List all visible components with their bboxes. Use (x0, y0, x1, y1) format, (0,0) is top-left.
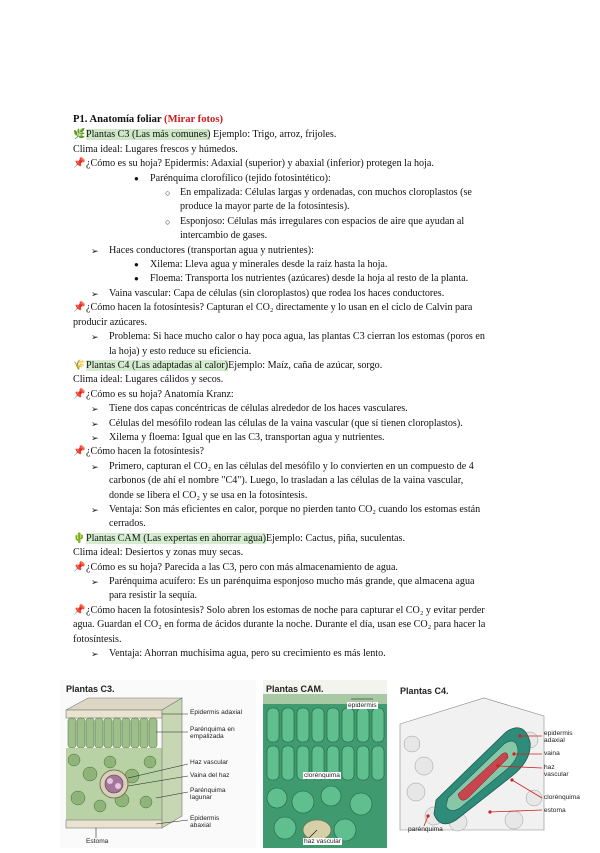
corn-icon: 🌾 (73, 359, 86, 371)
pushpin-icon: 📌 (73, 604, 86, 616)
figures-row (60, 680, 580, 848)
arrow-bullet-icon: ➢ (91, 404, 99, 415)
bullet-icon: ● (134, 260, 139, 270)
title-note: (Mirar fotos) (164, 114, 223, 125)
arrow-bullet-icon: ➢ (91, 461, 99, 472)
pushpin-icon: 📌 (73, 302, 86, 314)
cam-highlight: Plantas CAM (Las expertas en ahorrar agua) (86, 532, 266, 544)
c4-b1-item: ➢ Tiene dos capas concéntricas de células alrededor de los haces vasculares. (73, 402, 533, 416)
bullet-icon: ● (134, 173, 139, 183)
c4-highlight: Plantas C4 (Las adaptadas al calor) (86, 359, 229, 371)
c4-primero-item: ➢ Primero, capturan el CO₂ en las células del mesófilo y lo convierten en un compuesto de 4 (73, 460, 533, 474)
c4-ventaja-cont: cerrados. (109, 518, 146, 530)
c3-empalizada-cont: produce la mayor parte de la fotosíntesis). (180, 201, 350, 213)
c3-clima: Clima ideal: Lugares frescos y húmedos. (73, 143, 238, 155)
figure-c3 (60, 680, 256, 848)
circle-bullet-icon: ○ (165, 188, 171, 199)
c3-haces-item: ➢ Haces conductores (transportan agua y nutrientes): (73, 244, 533, 258)
cam-acuifero-cont: para resistir la sequía. (109, 590, 198, 602)
bullet-icon: ● (134, 274, 139, 284)
c3-vaina-item: ➢ Vaina vascular: Capa de células (sin cloroplastos) que rodea los haces conductores. (73, 287, 533, 301)
cam-label-haz-vascular: haz vascular (304, 838, 342, 845)
c3-problema-item: ➢ Problema: Si hace mucho calor o hay poca agua, las plantas C3 cierran los estomas (poros en (73, 330, 533, 344)
c4-b2-item: ➢ Células del mesófilo rodean las células de la vaina vascular (que sí tienen cloroplastos). (73, 417, 533, 431)
arrow-bullet-icon: ➢ (91, 332, 99, 343)
cam-clima: Clima ideal: Desiertos y zonas muy secas. (73, 547, 244, 559)
c3-parenquima-item: ● Parénquima clorofílico (tejido fotosintético): (73, 172, 533, 186)
c3-label-estoma: Estoma (86, 838, 109, 845)
c4-label-epidermis: epidermis adaxial (544, 730, 573, 745)
arrow-bullet-icon: ➢ (91, 649, 99, 660)
pushpin-icon: 📌 (73, 388, 86, 400)
cam-label-clorenquima: clorénquima (304, 772, 340, 779)
pushpin-icon: 📌 (73, 158, 86, 170)
cam-label-epidermis: epidermis (348, 702, 377, 709)
cam-foto-cont-2: fotosíntesis. (73, 633, 122, 645)
title-main: P1. Anatomía foliar (73, 114, 162, 125)
c3-floema-item: ● Floema: Transporta los nutrientes (azúcares) desde la hoja al resto de la planta. (73, 272, 533, 286)
c4-label-haz-vascular: haz vascular (544, 764, 569, 779)
leaf-icon: 🌿 (73, 129, 86, 141)
c3-esponjoso-cont: intercambio de gases. (180, 230, 268, 242)
c3-hoja-question: 📌¿Cómo es su hoja? Epidermis: Adaxial (superior) y abaxial (inferior) protegen la hoja. (73, 157, 533, 171)
c3-foto-cont: producir azúcares. (73, 316, 147, 328)
cam-foto-question: 📌¿Cómo hacen la fotosíntesis? Solo abren los estomas de noche para capturar el CO₂ y evitar perder (73, 604, 533, 618)
c4-primero-cont-2: donde se libera el CO₂ y se usa en la fotosíntesis. (109, 489, 308, 501)
figure-cam (263, 680, 387, 848)
c3-example: Ejemplo: Trigo, arroz, frijoles. (213, 129, 337, 141)
figure-c3-title: Plantas C3. (66, 684, 115, 694)
c4-example: Ejemplo: Maíz, caña de azúcar, sorgo. (228, 359, 383, 371)
c3-esponjoso-item: ○ Esponjoso: Células más irregulares con espacios de aire que ayudan al (73, 215, 533, 229)
cam-hoja-question: 📌¿Cómo es su hoja? Parecida a las C3, pero con más almacenamiento de agua. (73, 561, 533, 575)
circle-bullet-icon: ○ (165, 216, 171, 227)
c3-label-epidermis-abaxial: Epidermis abaxial (190, 815, 220, 830)
c3-header (73, 128, 533, 142)
cam-acuifero-item: ➢ Parénquima acuífero: Es un parénquima esponjoso mucho más grande, que almacena agua (73, 575, 533, 589)
section-title (73, 113, 533, 127)
c4-header (73, 359, 533, 373)
document-body (73, 113, 533, 661)
c4-label-estoma: estoma (544, 807, 566, 814)
c4-clima: Clima ideal: Lugares cálidos y secos. (73, 374, 224, 386)
c4-label-parenquima: parénquima (408, 826, 443, 833)
c3-foto-question: 📌¿Cómo hacen la fotosíntesis? Capturan el CO₂ directamente y lo usan en el ciclo de Calvin para (73, 301, 533, 315)
c4-label-vaina: vaina (544, 750, 560, 757)
arrow-bullet-icon: ➢ (91, 432, 99, 443)
arrow-bullet-icon: ➢ (91, 245, 99, 256)
figure-c4-title: Plantas C4. (400, 686, 449, 696)
c3-label-vaina: Vaina del haz (190, 772, 230, 779)
c4-foto-question: 📌¿Cómo hacen la fotosíntesis? (73, 445, 533, 459)
c3-label-haz-vascular: Haz vascular (190, 759, 229, 766)
c3-highlight: Plantas C3 (Las más comunes) (86, 129, 211, 141)
c3-problema-cont: la hoja) y esto reduce su eficiencia. (109, 345, 252, 357)
c3-label-epidermis-adaxial: Epidermis adaxial (190, 709, 243, 716)
c3-empalizada-item: ○ En empalizada: Células largas y ordenadas, con muchos cloroplastos (se (73, 186, 533, 200)
c3-label-empalizada: Parénquima en empalizada (190, 726, 235, 741)
cam-example: Ejemplo: Cactus, piña, suculentas. (265, 532, 405, 544)
arrow-bullet-icon: ➢ (91, 577, 99, 587)
figure-cam-title: Plantas CAM. (266, 684, 324, 694)
c3-label-lagunar: Parénquima lagunar (190, 787, 226, 802)
cam-header (73, 532, 533, 546)
c4-label-clorenquima: clorénquima (544, 794, 580, 801)
cam-ventaja-item: ➢ Ventaja: Ahorran muchísima agua, pero su crecimiento es más lento. (73, 647, 533, 661)
cam-foto-cont-1: agua. Guardan el CO₂ en forma de ácidos durante la noche. Durante el día, usan ese CO₂ para hacer la (73, 619, 486, 631)
c3-xilema-item: ● Xilema: Lleva agua y minerales desde la raíz hasta la hoja. (73, 258, 533, 272)
cactus-icon: 🌵 (73, 532, 86, 544)
figure-c4 (394, 680, 580, 848)
c4-b3-item: ➢ Xilema y floema: Igual que en las C3, transportan agua y nutrientes. (73, 431, 533, 445)
c4-hoja-question: 📌¿Cómo es su hoja? Anatomía Kranz: (73, 388, 533, 402)
pushpin-icon: 📌 (73, 561, 86, 573)
c4-primero-cont-1: carbonos (de ahí el nombre "C4"). Luego, lo trasladan a las células de la vaina vascular, (109, 475, 464, 487)
c4-ventaja-item: ➢ Ventaja: Son más eficientes en calor, porque no pierden tanto CO₂ cuando los estomas están (73, 503, 533, 517)
pushpin-icon: 📌 (73, 446, 86, 458)
arrow-bullet-icon: ➢ (91, 418, 99, 429)
arrow-bullet-icon: ➢ (91, 288, 99, 299)
arrow-bullet-icon: ➢ (91, 504, 99, 515)
